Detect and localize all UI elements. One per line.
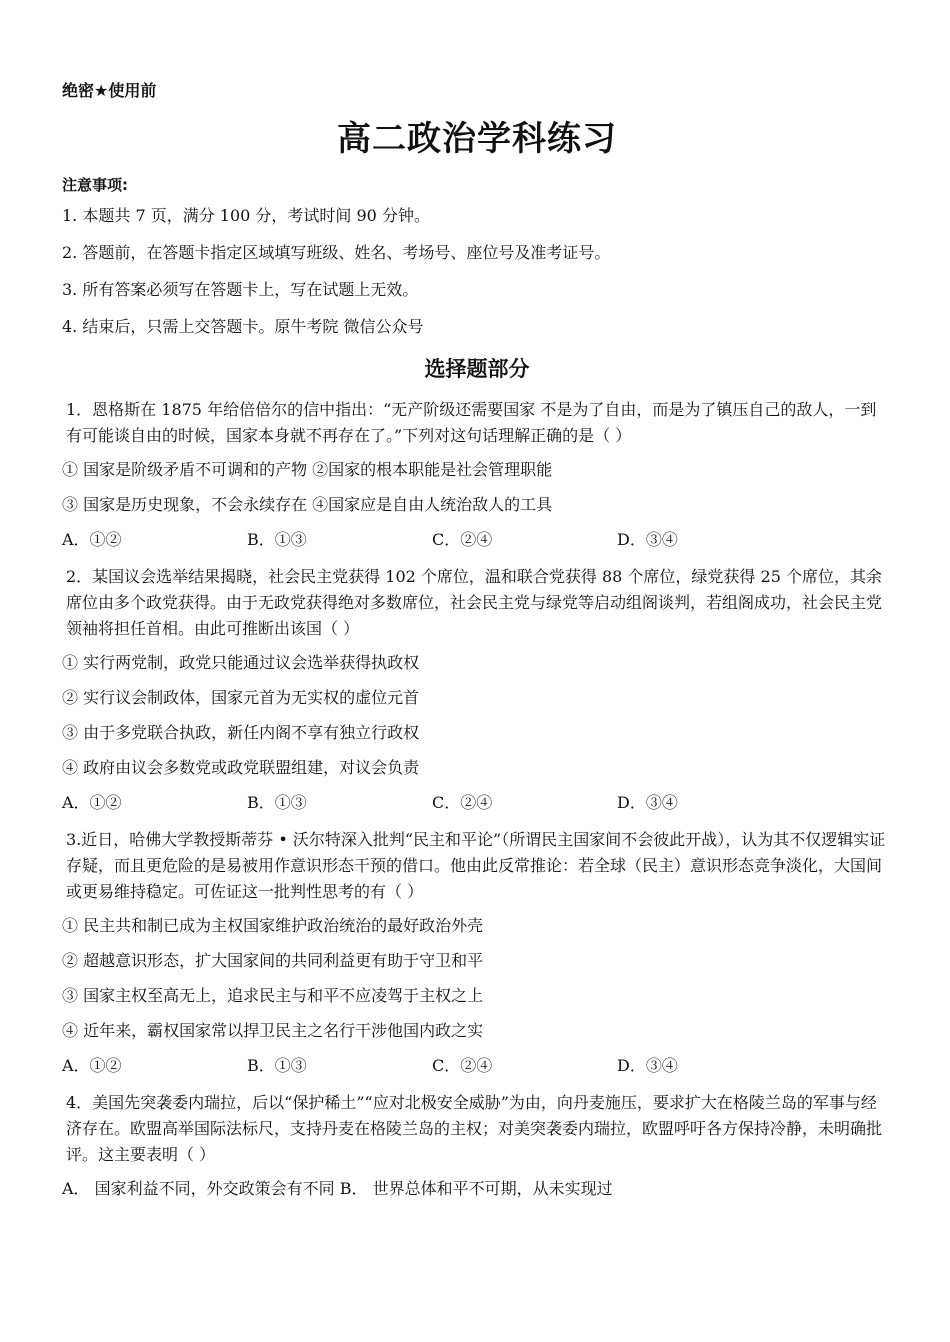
answer-choices bbox=[62, 529, 892, 551]
question-option: ① 民主共和制已成为主权国家维护政治统治的最好政治外壳 bbox=[62, 916, 484, 935]
question-option: ② 实行议会制政体，国家元首为无实权的虚位元首 bbox=[62, 688, 420, 707]
choice-b: B．①③ bbox=[247, 530, 307, 549]
question-option: ③ 国家主权至高无上，追求民主与和平不应凌驾于主权之上 bbox=[62, 986, 484, 1005]
question-option: ④ 近年来，霸权国家常以捍卫民主之名行干涉他国内政之实 bbox=[62, 1021, 484, 1040]
notice-item: 2. 答题前，在答题卡指定区域填写班级、姓名、考场号、座位号及准考证号。 bbox=[62, 243, 611, 262]
choice-c: C．②④ bbox=[432, 793, 493, 812]
question-option: ② 超越意识形态，扩大国家间的共同利益更有助于守卫和平 bbox=[62, 951, 484, 970]
choice-d: D．③④ bbox=[617, 1056, 678, 1075]
choice-b: B．①③ bbox=[247, 1056, 307, 1075]
question-option: ③ 国家是历史现象，不会永续存在 ④国家应是自由人统治敌人的工具 bbox=[62, 495, 553, 514]
question-option: ① 国家是阶级矛盾不可调和的产物 ②国家的根本职能是社会管理职能 bbox=[62, 460, 553, 479]
notice-item: 1. 本题共 7 页，满分 100 分，考试时间 90 分钟。 bbox=[62, 206, 430, 225]
question-stem-3: 3.近日，哈佛大学教授斯蒂芬 • 沃尔特深入批判“民主和平论”（所谓民主国家间不会彼此开战），认为其不仅逻辑实证存疑，而且更危险的是易被用作意识形态干预的借口。他由此反常推论：若全球（民主）意识形态竞争淡化，大国间或更易维持稳定。可佐证这一批判性思考的有（ ） bbox=[66, 830, 886, 901]
notice-item: 4. 结束后，只需上交答题卡。原牛考院 微信公众号 bbox=[62, 317, 424, 336]
choice-c: C．②④ bbox=[432, 1056, 493, 1075]
section-title: 选择题部分 bbox=[424, 357, 530, 381]
choice-d: D．③④ bbox=[617, 530, 678, 549]
exam-page bbox=[62, 78, 892, 1200]
answer-choices bbox=[62, 1055, 892, 1077]
choice-a: A．①② bbox=[62, 530, 122, 549]
page-title: 高二政治学科练习 bbox=[337, 119, 617, 159]
question-stem-2: 2．某国议会选举结果揭晓，社会民主党获得 102 个席位，温和联合党获得 88 个席位，绿党获得 25 个席位，其余席位由多个政党获得。由于无政党获得绝对多数席位，社会民主党与绿党等启动组阁谈判，若组阁成功，社会民主党领袖将担任首相。由此可推断出该国（ ） bbox=[66, 567, 883, 638]
choice-c: C．②④ bbox=[432, 530, 493, 549]
question-option: A． 国家利益不同，外交政策会有不同 B． 世界总体和平不可期，从未实现过 bbox=[62, 1179, 613, 1198]
choice-a: A．①② bbox=[62, 1056, 122, 1075]
choice-d: D．③④ bbox=[617, 793, 678, 812]
question-stem-4: 4．美国先突袭委内瑞拉，后以“保护稀土”“应对北极安全威胁”为由，向丹麦施压，要求扩大在格陵兰岛的军事与经济存在。欧盟高举国际法标尺，支持丹麦在格陵兰岛的主权；对美突袭委内瑞拉，欧盟呼吁各方保持冷静，未明确批评。这主要表明（ ） bbox=[66, 1093, 883, 1164]
notice-item: 3. 所有答案必须写在答题卡上，写在试题上无效。 bbox=[62, 280, 419, 299]
secret-label: 绝密★使用前 bbox=[62, 81, 157, 100]
notice-heading: 注意事项: bbox=[62, 176, 128, 194]
question-option: ① 实行两党制，政党只能通过议会选举获得执政权 bbox=[62, 653, 420, 672]
question-stem-1: 1．恩格斯在 1875 年给倍倍尔的信中指出：“无产阶级还需要国家 不是为了自由，而是为了镇压自己的敌人，一到有可能谈自由的时候，国家本身就不再存在了。”下列对这句话理解正确的是（ ） bbox=[66, 400, 877, 445]
choice-a: A．①② bbox=[62, 793, 122, 812]
question-option: ④ 政府由议会多数党或政党联盟组建，对议会负责 bbox=[62, 758, 420, 777]
answer-choices bbox=[62, 792, 892, 814]
choice-b: B．①③ bbox=[247, 793, 307, 812]
question-option: ③ 由于多党联合执政，新任内阁不享有独立行政权 bbox=[62, 723, 420, 742]
